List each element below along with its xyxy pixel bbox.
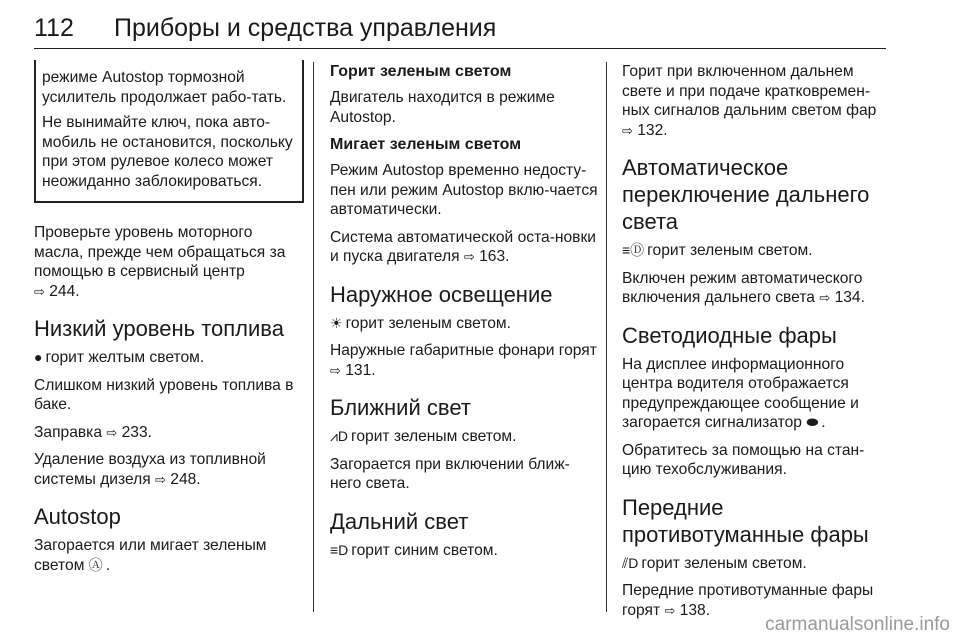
section-heading: Низкий уровень топлива <box>34 316 284 341</box>
body-text: ⩘D горит зеленым светом. <box>330 428 517 445</box>
exterior-light-icon: ☀ <box>330 314 343 331</box>
column-divider <box>606 62 607 612</box>
body-text: Горит при включенном дальнем свете и при подаче кратковремен-ных сигналов дальним светом фар ⇨ 132. <box>622 63 877 139</box>
column-2 <box>330 62 600 568</box>
body-text: ≡Ⓓ горит зеленым светом. <box>622 242 813 259</box>
column-3 <box>622 62 892 628</box>
body-text: Включен режим автоматического включения дальнего света ⇨ 134. <box>622 269 865 306</box>
high-beam-icon: ≡D <box>330 541 349 558</box>
body-text: Загорается или мигает зеленым светом Ⓐ . <box>34 537 267 574</box>
autostop-icon: Ⓐ <box>88 556 103 573</box>
page-ref[interactable]: 132. <box>637 121 668 139</box>
page-ref[interactable]: 244. <box>49 282 80 300</box>
body-text: Проверьте уровень моторного масла, прежде чем обращаться за помощью в сервисный центр ⇨ 244. <box>34 224 286 300</box>
section-heading: Автоматическое переключение дальнего света <box>622 155 870 234</box>
low-beam-icon: ⩘D <box>330 428 349 444</box>
column-divider <box>313 62 314 612</box>
body-text: Обратитесь за помощью на стан-цию техобслуживания. <box>622 441 865 478</box>
body-text: Заправка ⇨ 233. <box>34 423 152 441</box>
page-ref[interactable]: 248. <box>170 470 201 488</box>
subheading: Горит зеленым светом <box>330 63 512 80</box>
page-ref[interactable]: 163. <box>479 248 510 265</box>
body-text: Наружные габаритные фонари горят ⇨ 131. <box>330 342 597 379</box>
body-text: Двигатель находится в режиме Autostop. <box>330 89 555 126</box>
watermark: carmanualsonline.info <box>765 614 950 635</box>
front-fog-icon: ⫽D <box>622 554 639 571</box>
section-heading: Светодиодные фары <box>622 322 837 348</box>
body-text: Система автоматической оста-новки и пуска двигателя ⇨ 163. <box>330 228 596 265</box>
page-ref-arrow-icon: ⇨ <box>463 249 475 264</box>
body-text: ≡D горит синим светом. <box>330 541 498 559</box>
led-warning-icon: ⬬ <box>806 414 819 430</box>
note-paragraph: режиме Autostop тормозной усилитель продолжает рабо-тать. <box>42 69 287 106</box>
section-heading: Autostop <box>34 504 121 529</box>
note-paragraph: Не вынимайте ключ, пока авто-мобиль не остановится, поскольку при этом рулевое колесо может неожиданно заблокироваться. <box>42 114 293 190</box>
body-text: Удаление воздуха из топливной системы дизеля ⇨ 248. <box>34 451 266 488</box>
page-ref-arrow-icon: ⇨ <box>664 602 676 618</box>
body-text: Загорается при включении ближ-него света. <box>330 455 570 492</box>
body-text: Режим Autostop временно недосту-пен или режим Autostop вклю-чается автоматически. <box>330 162 598 218</box>
body-text: На дисплее информационного центра водителя отображается предупреждающее сообщение и загорается сигнализатор ⬬ . <box>622 355 859 431</box>
body-text: ● горит желтым светом. <box>34 349 205 366</box>
column-1 <box>34 62 302 583</box>
subheading: Мигает зеленым светом <box>330 136 522 153</box>
page-header <box>34 8 886 49</box>
page-ref[interactable]: 131. <box>345 361 376 379</box>
page-ref-arrow-icon: ⇨ <box>330 362 341 378</box>
page-ref[interactable]: 138. <box>679 601 711 619</box>
body-text: Слишком низкий уровень топлива в баке. <box>34 376 294 413</box>
fuel-indicator-icon: ● <box>34 349 43 365</box>
page-ref-arrow-icon: ⇨ <box>34 283 45 299</box>
page-title: Приборы и средства управления <box>114 14 497 42</box>
page-ref[interactable]: 233. <box>121 423 152 441</box>
page-ref-arrow-icon: ⇨ <box>155 471 166 487</box>
note-box <box>34 60 304 203</box>
section-heading: Ближний свет <box>330 395 471 420</box>
page-ref[interactable]: 134. <box>834 289 865 306</box>
page-ref-arrow-icon: ⇨ <box>106 424 118 440</box>
page-ref-arrow-icon: ⇨ <box>622 122 633 138</box>
body-text: ⫽D горит зеленым светом. <box>622 554 807 572</box>
page-ref-arrow-icon: ⇨ <box>819 290 831 305</box>
body-text: Передние противотуманные фары горят ⇨ 138. <box>622 582 874 619</box>
auto-high-beam-icon: ≡Ⓓ <box>622 242 645 258</box>
section-heading: Передние противотуманные фары <box>622 494 869 547</box>
section-heading: Наружное освещение <box>330 281 553 307</box>
section-heading: Дальний свет <box>330 508 469 534</box>
page-number: 112 <box>34 14 74 42</box>
body-text: ☀ горит зеленым светом. <box>330 314 511 332</box>
